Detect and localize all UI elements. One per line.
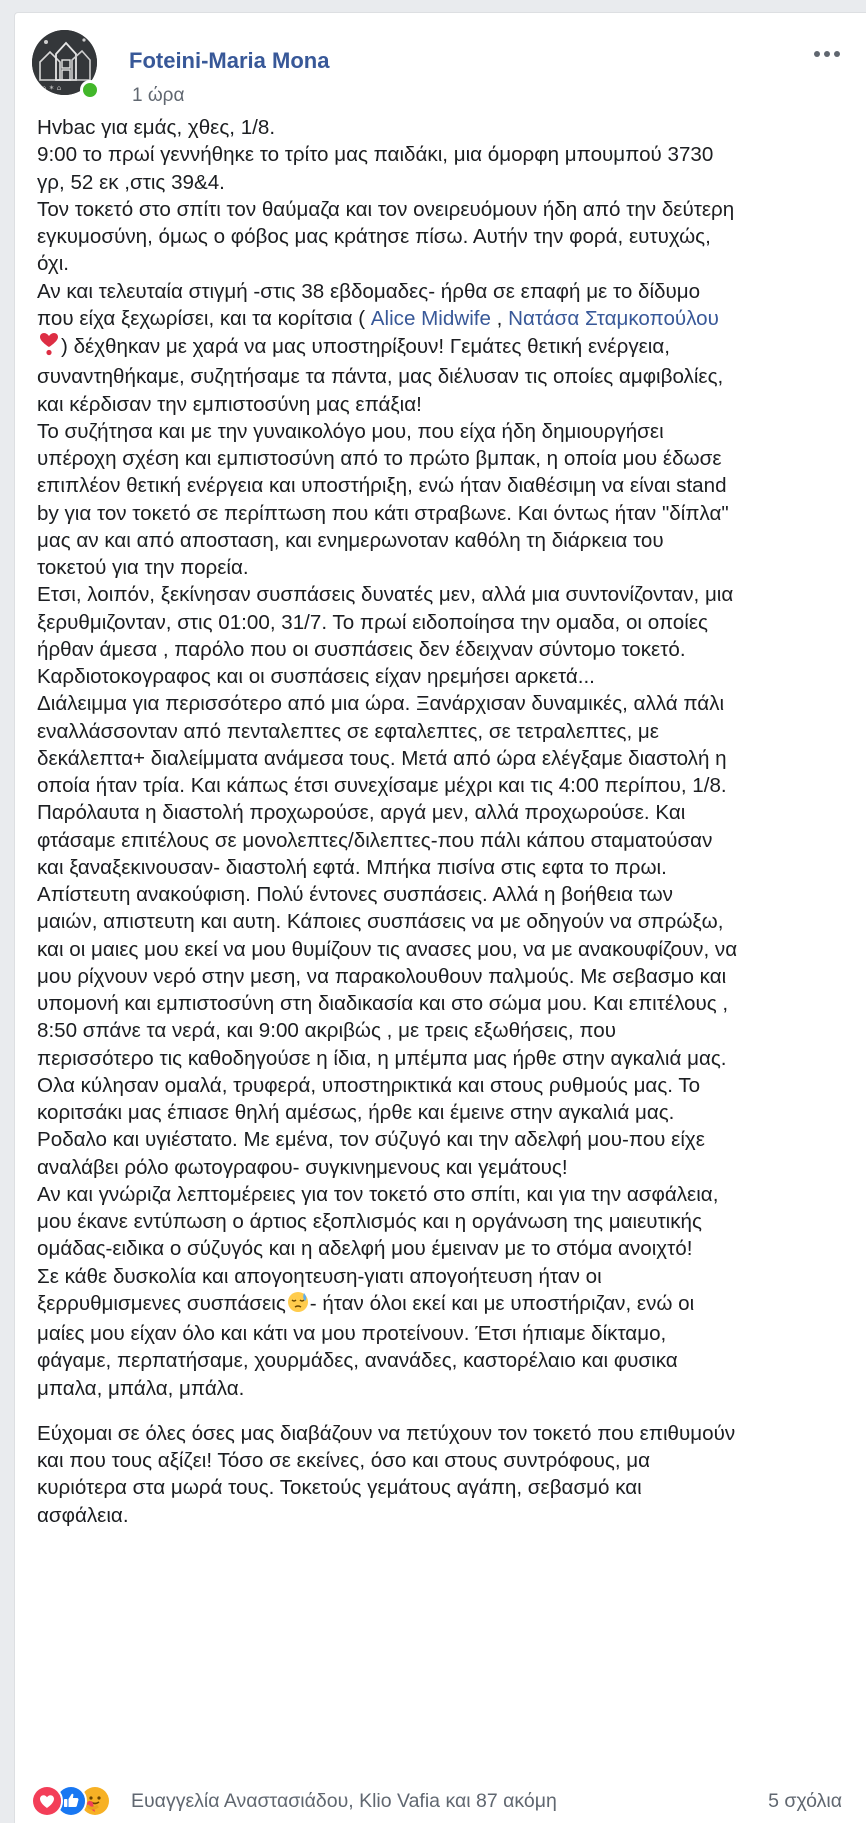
text-line: γρ, 52 εκ ,στις 39&4. — [37, 170, 225, 194]
text-line: και που τους αξίζει! Τόσο σε εκείνες, όσο και στους συντρόφους, μα — [37, 1449, 651, 1472]
text-line: ασφάλεια. — [37, 1503, 129, 1527]
emoji-line — [37, 1290, 849, 1320]
text-line: Διάλειμμα για περισσότερο από μια ώρα. Ξανάρχισαν δυναμικές, αλλά πάλι — [37, 692, 725, 716]
text-line: και ξαναξεκινουσαν- διαστολή εφτά. Μπήκα πισίνα στις εφτα το πρωι. — [37, 855, 667, 879]
comments-count[interactable]: 5 σχόλια — [768, 1790, 842, 1812]
post-timestamp[interactable]: 1 ώρα — [132, 85, 185, 106]
reactions-bar — [31, 1785, 852, 1817]
text-line: μαιών, απιστευτη και αυτη. Κάποιες συσπάσεις να με οδηγούν να σπρώξω, — [37, 910, 724, 934]
text-line: και οι μαιες μου εκεί να μου θυμίζουν τις ανασες μου, να με ανακουφίζουν, να — [37, 937, 738, 961]
mention-line-text: που είχα ξεχωρίσει, και τα κορίτσια ( — [37, 306, 371, 330]
post-paragraph-1 — [37, 114, 849, 1402]
mention-alice-midwife[interactable]: Alice Midwife — [370, 306, 491, 330]
text-line: υπέροχη σχέση και εμπιστοσύνη από το πρώτο βμπακ, η οποία μου έδωσε — [37, 447, 722, 470]
text-line: Καρδιοτοκογραφος και οι συσπάσεις είχαν ηρεμήσει αρκετά... — [37, 665, 595, 688]
heart-exclamation-icon — [38, 332, 60, 363]
text-line: μπαλα, μπάλα, μπάλα. — [37, 1376, 245, 1400]
text-line: αναλάβει ρόλο φωτογραφου- συγκινημενους και γεμάτους! — [37, 1155, 568, 1179]
text-line: Ροδαλο και υγιέστατο. Με εμένα, τον σύζυγό και την αδελφή μου-που είχε — [37, 1128, 705, 1152]
text-line: Παρόλαυτα η διαστολή προχωρούσε, αργά μεν, αλλά προχωρούσε. Και — [37, 801, 686, 825]
text-line: Απίστευτη ανακούφιση. Πολύ έντονες συσπάσεις. Αλλά η βοήθεια των — [37, 883, 673, 906]
text-line: Hvbac για εμάς, χθες, 1/8. — [37, 116, 276, 139]
more-dot-icon — [824, 51, 830, 57]
text-line: Ετσι, λοιπόν, ξεκίνησαν συσπάσεις δυνατές μεν, αλλά μια συντονίζονταν, μια — [37, 583, 734, 607]
more-options-button[interactable] — [814, 44, 848, 64]
text-line: φάγαμε, περπατήσαμε, χουρμάδες, ανανάδες, καστορέλαιο και φυσικα — [37, 1349, 678, 1373]
text-line — [37, 332, 849, 363]
text-line: επιπλέον θετική ενέργεια και υποστήριξη, ενώ ήταν διαθέσιμη να είναι stand — [37, 474, 727, 498]
text-line: ομάδας-ειδικα ο σύζυγός και η αδελφή μου έμειναν με το στόμα ανοιχτό! — [37, 1237, 693, 1261]
emoji-line-prefix: ξερρυθμισμενες συσπάσεις — [37, 1291, 286, 1315]
more-dot-icon — [834, 51, 840, 57]
text-line: δεκάλεπτα+ διαλείμματα ανάμεσα τους. Μετά από ώρα ελέγξαμε διαστολή η — [37, 746, 727, 770]
online-status-dot — [80, 80, 100, 100]
text-line: ξερυθμιζονταν, στις 01:00, 31/7. Το πρωί ειδοποίησα την ομαδα, οι οποίες — [37, 610, 708, 634]
reactors-names[interactable]: Ευαγγελία Αναστασιάδου, Klio Vafia και 87 ακόμη — [131, 1790, 557, 1812]
text-line: εγκυμοσύνη, όμως ο φόβος μας κράτησε πίσω. Αυτήν την φορά, ευτυχώς, — [37, 225, 711, 248]
post-paragraph-2 — [37, 1420, 849, 1529]
text-line: τοκετού για την πορεία. — [37, 556, 249, 579]
text-line: μου ρίχνουν νερό στην μεση, να παρακολουθουν παλμούς. Με σεβασμο και — [37, 964, 727, 988]
mention-separator: , — [490, 306, 509, 330]
text-line: κοριτσάκι μας έπιασε θηλή αμέσως, ήρθε και έμεινε στην αγκαλιά μας. — [37, 1101, 675, 1124]
reaction-icons[interactable] — [31, 1785, 117, 1815]
text-line: Ολα κύλησαν ομαλά, τρυφερά, υποστηρικτικά και στους ρυθμούς μας. Το — [37, 1073, 701, 1097]
text-line: υπομονή και εμπιστοσύνη στη διαδικασία και στο σώμα μου. Και επιτέλους , — [37, 992, 729, 1015]
text-line: μαίες μου είχαν όλο και κάτι να μου προτείνουν. Έτσι ήπιαμε δίκταμο, — [37, 1322, 667, 1345]
more-dot-icon — [814, 51, 820, 57]
text-line: Σε κάθε δυσκολία και απογοητευση-γιατι απογοήτευση ήταν οι — [37, 1264, 602, 1288]
text-line: Εύχομαι σε όλες όσες μας διαβάζουν να πετύχουν τον τοκετό που επιθυμούν — [37, 1421, 736, 1445]
text-line: ήρθαν άμεσα , παρόλο που οι συσπάσεις δεν έδειχναν σύντομο τοκετό. — [37, 637, 686, 661]
mention-line — [37, 305, 849, 332]
love-reaction-icon — [31, 1785, 63, 1817]
mention-natasa[interactable]: Νατάσα Σταμκοπούλου — [508, 306, 719, 330]
text-line: by για τον τοκετό σε περίπτωση που κάτι στραβωνε. Και όντως ήταν "δίπλα" — [37, 501, 729, 525]
sleepy-face-icon — [287, 1291, 309, 1320]
post-header — [32, 30, 856, 106]
text-line-content: ) δέχθηκαν με χαρά να μας υποστηρίξουν! Γεμάτες θετική ενέργεια, — [61, 335, 670, 358]
text-line: μου έκανε εντύπωση ο άρτιος εξοπλισμός και η οργάνωση της μαιευτικής — [37, 1210, 702, 1233]
text-line: φτάσαμε επιτέλους σε μονολεπτες/διλεπτες-που πάλι κάπου σταματούσαν — [37, 828, 713, 852]
text-line: και κέρδισαν την εμπιστοσύνη μας επάξια! — [37, 392, 422, 416]
text-line: 9:00 το πρωί γεννήθηκε το τρίτο μας παιδάκι, μια όμορφη μπουμπού 3730 — [37, 143, 714, 167]
post-card — [14, 12, 866, 1823]
text-line: μας αν και από αποσταση, και ενημερωνοταν καθόλη τη διάρκεια του — [37, 528, 664, 552]
text-line: οποία ήταν τρία. Και κάπως έτσι συνεχίσαμε μέχρι και τις 4:00 περίπου, 1/8. — [37, 774, 727, 797]
text-line: Αν και τελευταία στιγμή -στις 38 εβδομαδες- ήρθα σε επαφή με το δίδυμο — [37, 279, 701, 303]
text-line: Το συζήτησα και με την γυναικολόγο μου, που είχα ήδη δημιουργήσει — [37, 419, 664, 443]
author-name[interactable]: Foteini-Maria Mona — [129, 48, 330, 73]
svg-text:⌂ ✶ ⌂: ⌂ ✶ ⌂ — [42, 84, 62, 92]
text-line: Τον τοκετό στο σπίτι τον θαύμαζα και τον ονειρευόμουν ήδη από την δεύτερη — [37, 197, 735, 221]
text-line: κυριότερα στα μωρά τους. Τοκετούς γεμάτους αγάπη, σεβασμό και — [37, 1476, 642, 1500]
text-line: όχι. — [37, 252, 70, 276]
text-line: Αν και γνώριζα λεπτομέρειες για τον τοκετό στο σπίτι, και για την ασφάλεια, — [37, 1182, 719, 1206]
text-line: συναντηθήκαμε, συζητήσαμε τα πάντα, μας διέλυσαν τις οποίες αμφιβολίες, — [37, 365, 724, 389]
text-line: περισσότερο τις καθοδηγούσε η ίδια, η μπέμπα μας ήρθε στην αγκαλιά μας. — [37, 1046, 727, 1070]
text-line: 8:50 σπάνε τα νερά, και 9:00 ακριβώς , με τρεις εξωθήσεις, που — [37, 1019, 616, 1043]
emoji-line-suffix: - ήταν όλοι εκεί και με υποστήριζαν, ενώ οι — [309, 1291, 695, 1315]
post-text — [37, 114, 849, 1529]
text-line: εναλλάσσονταν από πενταλεπτες σε εφταλεπτες, σε τετραλεπτες, με — [37, 719, 659, 743]
